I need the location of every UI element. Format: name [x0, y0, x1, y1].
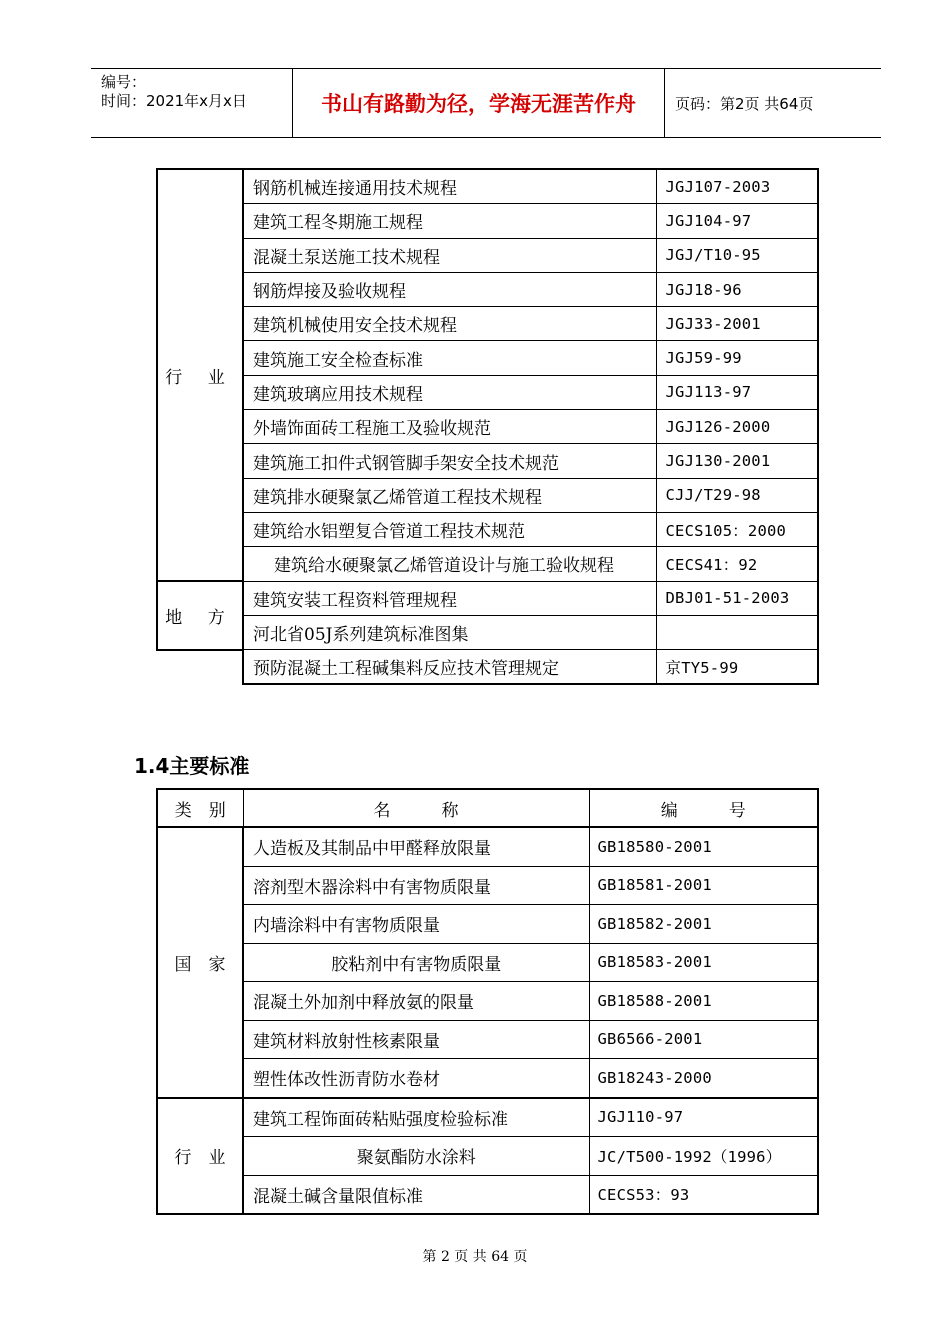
- standard-name: 钢筋焊接及验收规程: [243, 272, 656, 306]
- standard-code: GB18583-2001: [589, 943, 818, 982]
- standard-code: JGJ59-99: [656, 341, 818, 375]
- standard-name: 外墙饰面砖工程施工及验收规范: [243, 410, 656, 444]
- standard-code: 京TY5-99: [656, 650, 818, 685]
- standard-name: 建筑排水硬聚氯乙烯管道工程技术规程: [243, 478, 656, 512]
- standard-name: 建筑施工扣件式钢管脚手架安全技术规范: [243, 444, 656, 478]
- standard-name: 内墙涂料中有害物质限量: [243, 905, 589, 944]
- section-title: 1.4主要标准: [134, 754, 250, 778]
- standard-code: JGJ/T10-95: [656, 238, 818, 272]
- standard-name: 混凝土外加剂中释放氨的限量: [243, 982, 589, 1021]
- table-row: [157, 478, 818, 512]
- table-header-row: [157, 789, 818, 827]
- table-row: [157, 341, 818, 375]
- time-label: 时间：2021年x月x日: [101, 92, 247, 110]
- standard-name: 建筑工程饰面砖粘贴强度检验标准: [243, 1098, 589, 1137]
- standard-code: JGJ33-2001: [656, 307, 818, 341]
- standard-code: JC/T500-1992（1996）: [589, 1137, 818, 1176]
- category-cell: 国 家: [157, 827, 243, 1098]
- table-row: [157, 905, 818, 944]
- standard-name: 河北省05J系列建筑标准图集: [243, 615, 656, 649]
- empty-cell: [157, 650, 243, 685]
- table-row: [157, 581, 818, 615]
- standard-code: GB18580-2001: [589, 827, 818, 866]
- standard-code: JGJ130-2001: [656, 444, 818, 478]
- table-row: [157, 982, 818, 1021]
- standard-name: 钢筋机械连接通用技术规程: [243, 169, 656, 204]
- standard-name: 建筑施工安全检查标准: [243, 341, 656, 375]
- standard-name: 建筑机械使用安全技术规程: [243, 307, 656, 341]
- table-row: [157, 1059, 818, 1098]
- standard-code: DBJ01-51-2003: [656, 581, 818, 615]
- main-standards-table: [156, 788, 819, 1215]
- table-row: [157, 444, 818, 478]
- standard-code: GB18582-2001: [589, 905, 818, 944]
- header-name: 名 称: [243, 789, 589, 827]
- serial-label: 编号：: [101, 73, 147, 91]
- standard-name: 聚氨酯防水涂料: [243, 1137, 589, 1176]
- table-row: [157, 1020, 818, 1059]
- category-cell: 地 方: [157, 581, 243, 650]
- page-footer: 第 2 页 共 64 页: [422, 1249, 528, 1265]
- table-row: [157, 1175, 818, 1214]
- standard-code: JGJ104-97: [656, 204, 818, 238]
- standard-name: 塑性体改性沥青防水卷材: [243, 1059, 589, 1098]
- standard-name: 混凝土泵送施工技术规程: [243, 238, 656, 272]
- standard-name: 建筑给水铝塑复合管道工程技术规范: [243, 512, 656, 546]
- table-row: [157, 169, 818, 204]
- table-row: [157, 410, 818, 444]
- standard-name: 胶粘剂中有害物质限量: [243, 943, 589, 982]
- standard-code: JGJ126-2000: [656, 410, 818, 444]
- standard-name: 建筑材料放射性核素限量: [243, 1020, 589, 1059]
- table-row: [157, 307, 818, 341]
- standard-code: CECS105：2000: [656, 512, 818, 546]
- table-row: [157, 238, 818, 272]
- header-meta: [91, 69, 293, 137]
- page-header: [91, 68, 881, 138]
- table-row: [157, 204, 818, 238]
- standard-name: 预防混凝土工程碱集料反应技术管理规定: [243, 650, 656, 685]
- standard-code: GB18581-2001: [589, 866, 818, 905]
- standard-code: [656, 615, 818, 649]
- standard-code: JGJ110-97: [589, 1098, 818, 1137]
- category-cell: 行 业: [157, 169, 243, 581]
- standard-code: CJJ/T29-98: [656, 478, 818, 512]
- header-page-code: 页码：第2页 共64页: [675, 94, 814, 113]
- standard-code: GB18243-2000: [589, 1059, 818, 1098]
- standard-name: 溶剂型木器涂料中有害物质限量: [243, 866, 589, 905]
- standard-code: GB6566-2001: [589, 1020, 818, 1059]
- standard-name: 建筑给水硬聚氯乙烯管道设计与施工验收规程: [243, 547, 656, 581]
- table-row: [157, 512, 818, 546]
- table-row: [157, 866, 818, 905]
- standard-code: JGJ18-96: [656, 272, 818, 306]
- table-row: [157, 1137, 818, 1176]
- standard-code: JGJ107-2003: [656, 169, 818, 204]
- standard-code: JGJ113-97: [656, 375, 818, 409]
- table-row: [157, 375, 818, 409]
- standard-name: 混凝土碱含量限值标准: [243, 1175, 589, 1214]
- header-motto: 书山有路勤为径，学海无涯苦作舟: [293, 69, 665, 137]
- table-row: [157, 615, 818, 649]
- header-code: 编 号: [589, 789, 818, 827]
- standard-name: 建筑安装工程资料管理规程: [243, 581, 656, 615]
- standard-name: 建筑工程冬期施工规程: [243, 204, 656, 238]
- table-row: [157, 1098, 818, 1137]
- standard-name: 建筑玻璃应用技术规程: [243, 375, 656, 409]
- table-row: [157, 827, 818, 866]
- standard-code: CECS41：92: [656, 547, 818, 581]
- standard-code: GB18588-2001: [589, 982, 818, 1021]
- table-row: [157, 943, 818, 982]
- table-row: [157, 650, 818, 685]
- standard-code: CECS53：93: [589, 1175, 818, 1214]
- table-row: [157, 547, 818, 581]
- standard-name: 人造板及其制品中甲醛释放限量: [243, 827, 589, 866]
- header-category: 类 别: [157, 789, 243, 827]
- standards-table-continued: [156, 168, 819, 685]
- category-cell: 行 业: [157, 1098, 243, 1215]
- table-row: [157, 272, 818, 306]
